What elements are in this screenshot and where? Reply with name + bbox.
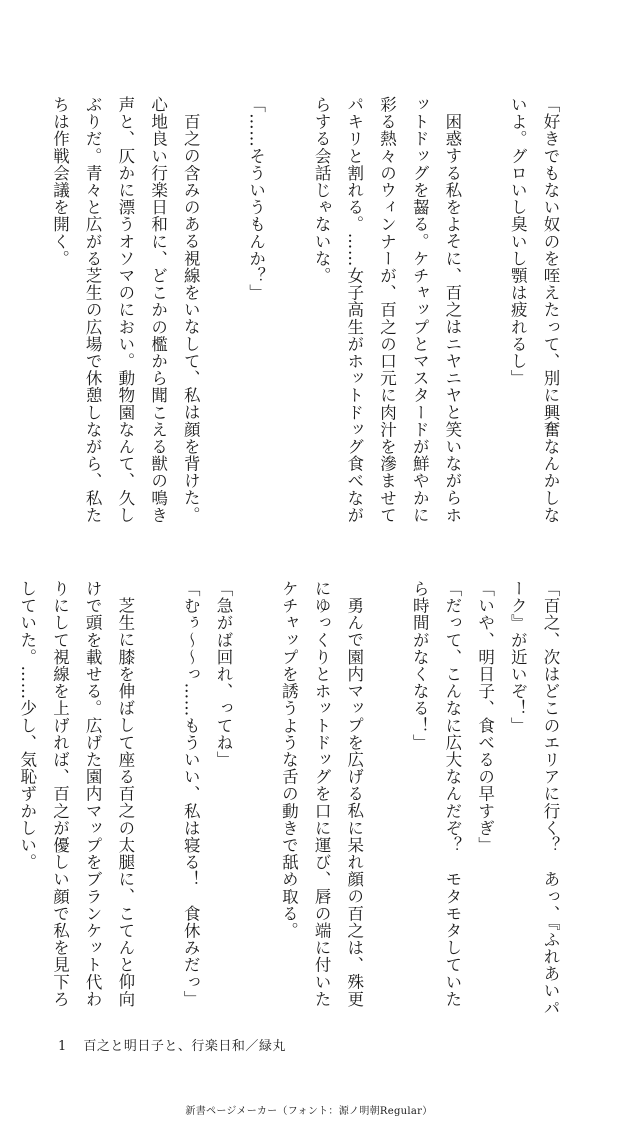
blank-line <box>141 580 174 1020</box>
paragraph: 「だって、こんなに広大なんだぞ？ モタモタしていたら時間がなくなる！」 <box>410 580 462 1008</box>
paragraph: 芝生に膝を伸ばして座る百之の太腿に、こてんと仰向けで頭を載せる。広げた園内マップをブランケット代わりにして視線を上げれば、百之が優しい顔で私を見下ろしていた。……少し、気恥ずかしい。 <box>17 580 135 1008</box>
page-number: 1 <box>58 1039 67 1054</box>
paragraph: 困惑する私をよそに、百之はニヤニヤと笑いながらホットドッグを齧る。ケチャップとマスタードが鮮やかに彩る熱々のウィンナーが、百之の口元に肉汁を滲ませてパキリと割れる。……女子高生がホットドッグ食べながらする会話じゃないな。 <box>312 96 462 524</box>
paragraph: 「百之、次はどこのエリアに行く？ あっ、『ふれあいパーク』が近いぞ！」 <box>508 580 560 1017</box>
paragraph: 「むぅ～～っ……もういい、私は寝る！ 食休みだっ」 <box>181 580 201 1008</box>
page-footer <box>58 1035 286 1054</box>
paragraph: 「いや、明日子、食べるの早すぎ」 <box>475 580 495 854</box>
paragraph: 「……そういうもんか？」 <box>246 96 266 302</box>
paragraph: 「急がば回れ、ってね」 <box>213 580 233 769</box>
work-title-author: 百之と明日子と、行楽日和／緑丸 <box>83 1039 286 1054</box>
blank-line <box>206 96 239 536</box>
blank-line <box>468 96 501 536</box>
generator-credit: 新書ページメーカー（フォント：源ノ明朝Regular） <box>185 1106 433 1117</box>
paragraph: 百之の含みのある視線をいなして、私は顔を背けた。心地良い行楽日和に、どこかの檻から聞こえる獣の鳴き声と、仄かに漂うオソマのにおい。動物園なんて、久しぶりだ。青々と広がる芝生の広場で休憩しながら、私たちは作戦会議を開く。 <box>50 96 201 524</box>
blank-line <box>239 580 272 1020</box>
paragraph: 「好きでもない奴のを咥えたって、別に興奮なんかしないよ。グロいし臭いし顎は疲れるし」 <box>508 96 560 524</box>
text-block-top <box>50 96 566 536</box>
blank-line <box>370 580 403 1020</box>
blank-line <box>272 96 305 536</box>
text-block-bottom <box>17 580 566 1020</box>
paragraph: 勇んで園内マップを広げる私に呆れ顔の百之は、殊更にゆっくりとホットドッグを口に運び、唇の端に付いたケチャップを誘うような舌の動きで舐め取る。 <box>279 580 364 1008</box>
